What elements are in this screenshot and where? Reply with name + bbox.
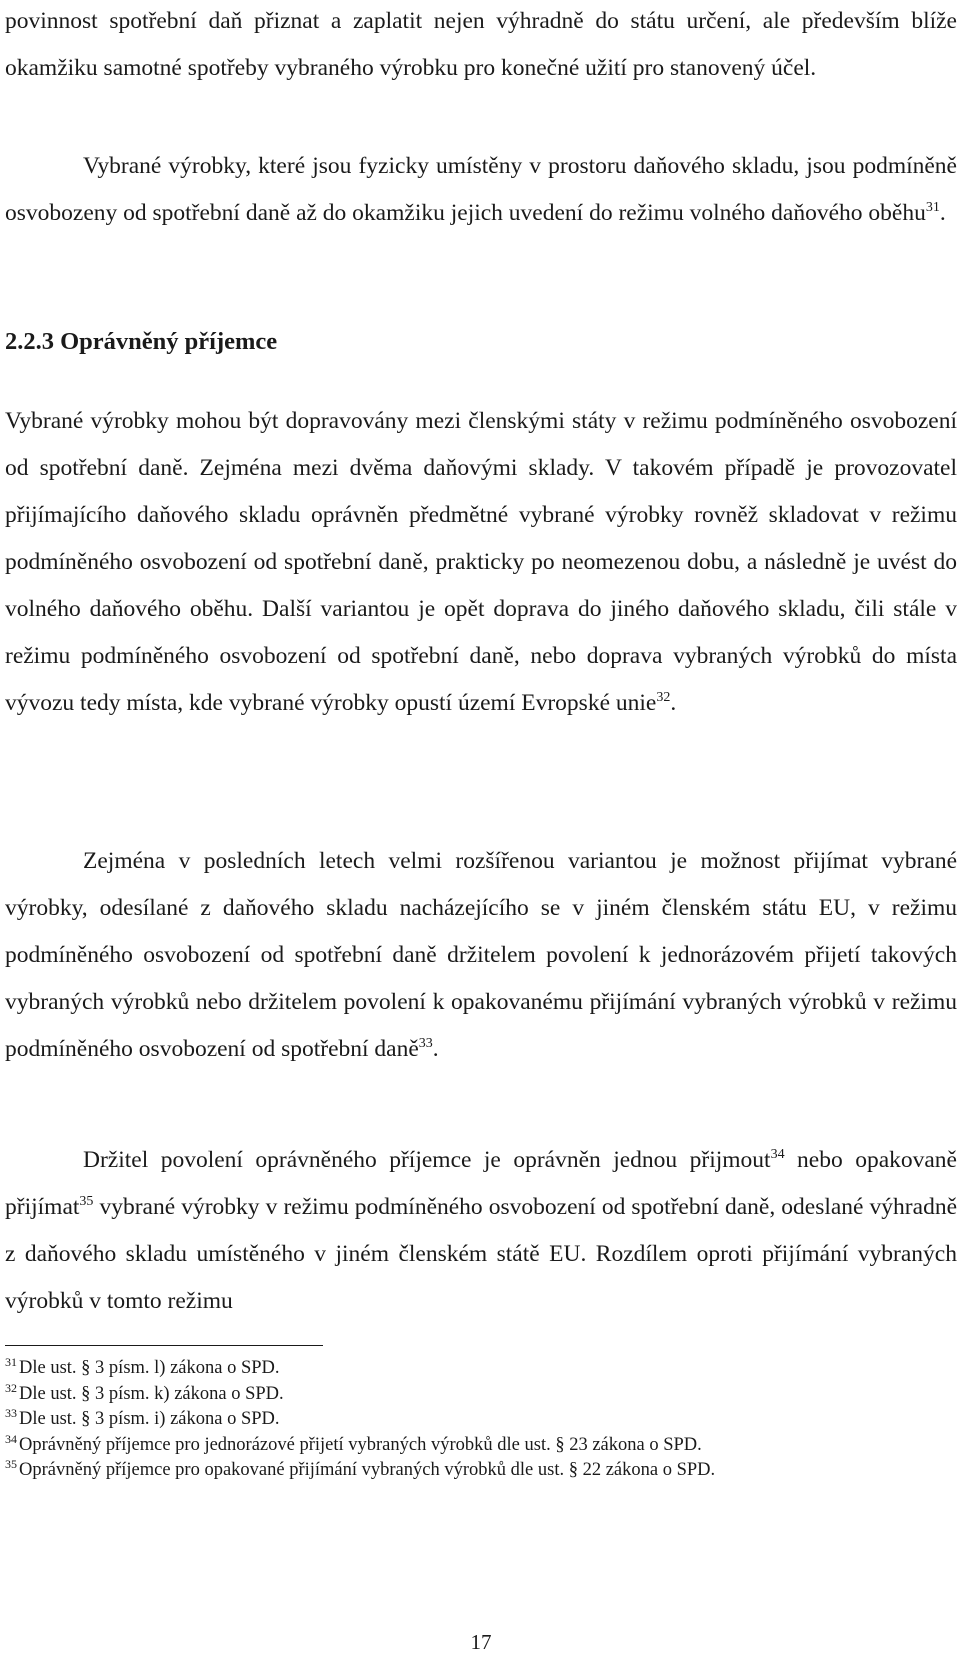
paragraph-text: Držitel povolení oprávněného příjemce je oprávněn jednou přijmout [83,1147,771,1173]
paragraph-text: Vybrané výrobky mohou být dopravovány mezi členskými státy v režimu podmíněného osvobození od spotřební daně. Zejména mezi dvěma daňovými sklady. V takovém případě je provozovatel přijímajícího daňového skladu oprávněn předmětné vybrané výrobky rovněž skladovat v režimu podmíněného osvobození od spotřební daně, prakticky po neomezenou dobu, a následně je uvést do volného daňového oběhu. Další variantou je opět doprava do jiného daňového skladu, čili stále v režimu podmíněného osvobození od spotřební daně, nebo doprava vybraných výrobků do místa vývozu tedy místa, kde vybrané výrobky opustí území Evropské unie [5,408,957,716]
footnote-33 [5,1407,957,1433]
footnote-ref-31[interactable]: 31 [925,200,940,215]
footnotes-list [5,1356,957,1484]
paragraph-recipient-permit [5,838,957,1073]
footnote-number: 34 [5,1431,17,1446]
footnote-text: Oprávněný příjemce pro opakované přijímání vybraných výrobků dle ust. § 22 zákona o SPD. [19,1460,716,1480]
footnote-ref-32[interactable]: 32 [656,690,671,705]
paragraph-transport [5,398,957,727]
paragraph-text: povinnost spotřební daň přiznat a zaplatit nejen výhradně do státu určení, ale především blíže okamžiku samotné spotřeby vybraného výrobku pro konečné užití pro stanovený účel. [5,8,957,81]
footnote-number: 35 [5,1457,17,1471]
paragraph-text: nebo opakovaně přijímat [5,1147,957,1220]
paragraph-bonded-warehouse [5,143,957,237]
footnote-34 [5,1433,957,1459]
footnote-ref-34[interactable]: 34 [770,1147,785,1162]
paragraph-end: . [670,690,677,716]
footnote-text: Oprávněný příjemce pro jednorázové přijetí vybraných výrobků dle ust. § 23 zákona o SPD. [19,1434,702,1455]
footnote-number: 32 [5,1380,17,1395]
footnote-text: Dle ust. § 3 písm. l) zákona o SPD. [19,1358,280,1378]
page-number: 17 [470,1630,492,1654]
paragraph-continuation [5,0,957,92]
footnote-32 [5,1382,957,1408]
footnote-separator [5,1345,323,1346]
footnote-text: Dle ust. § 3 písm. k) zákona o SPD. [19,1383,284,1404]
footnote-number: 31 [5,1355,17,1369]
paragraph-permit-holder [5,1137,957,1325]
paragraph-text: vybrané výrobky v režimu podmíněného osvobození od spotřební daně, odeslané výhradně z daňového skladu umístěného v jiném členském státě EU. Rozdílem oproti přijímání vybraných výrobků v tomto režimu [5,1194,957,1314]
footnote-text: Dle ust. § 3 písm. i) zákona o SPD. [19,1409,280,1429]
paragraph-end: . [432,1036,439,1062]
footnote-ref-35[interactable]: 35 [79,1194,94,1209]
paragraph-end: . [939,200,946,226]
footnote-31 [5,1356,957,1382]
footnote-ref-33[interactable]: 33 [418,1036,433,1051]
footnote-35 [5,1458,957,1484]
footnote-number: 33 [5,1406,17,1420]
paragraph-text: Zejména v posledních letech velmi rozšířenou variantou je možnost přijímat vybrané výrobky, odesílané z daňového skladu nacházejícího se v jiném členském státu EU, v režimu podmíněného osvobození od spotřební daně držitelem povolení k jednorázovém přijetí takových vybraných výrobků nebo držitelem povolení k opakovanému přijímání vybraných výrobků v režimu podmíněného osvobození od spotřební daně [5,848,957,1062]
section-heading: 2.2.3 Oprávněný příjemce [5,328,278,355]
paragraph-text: Vybrané výrobky, které jsou fyzicky umístěny v prostoru daňového skladu, jsou podmíněně osvobozeny od spotřební daně až do okamžiku jejich uvedení do režimu volného daňového oběhu [5,153,957,226]
